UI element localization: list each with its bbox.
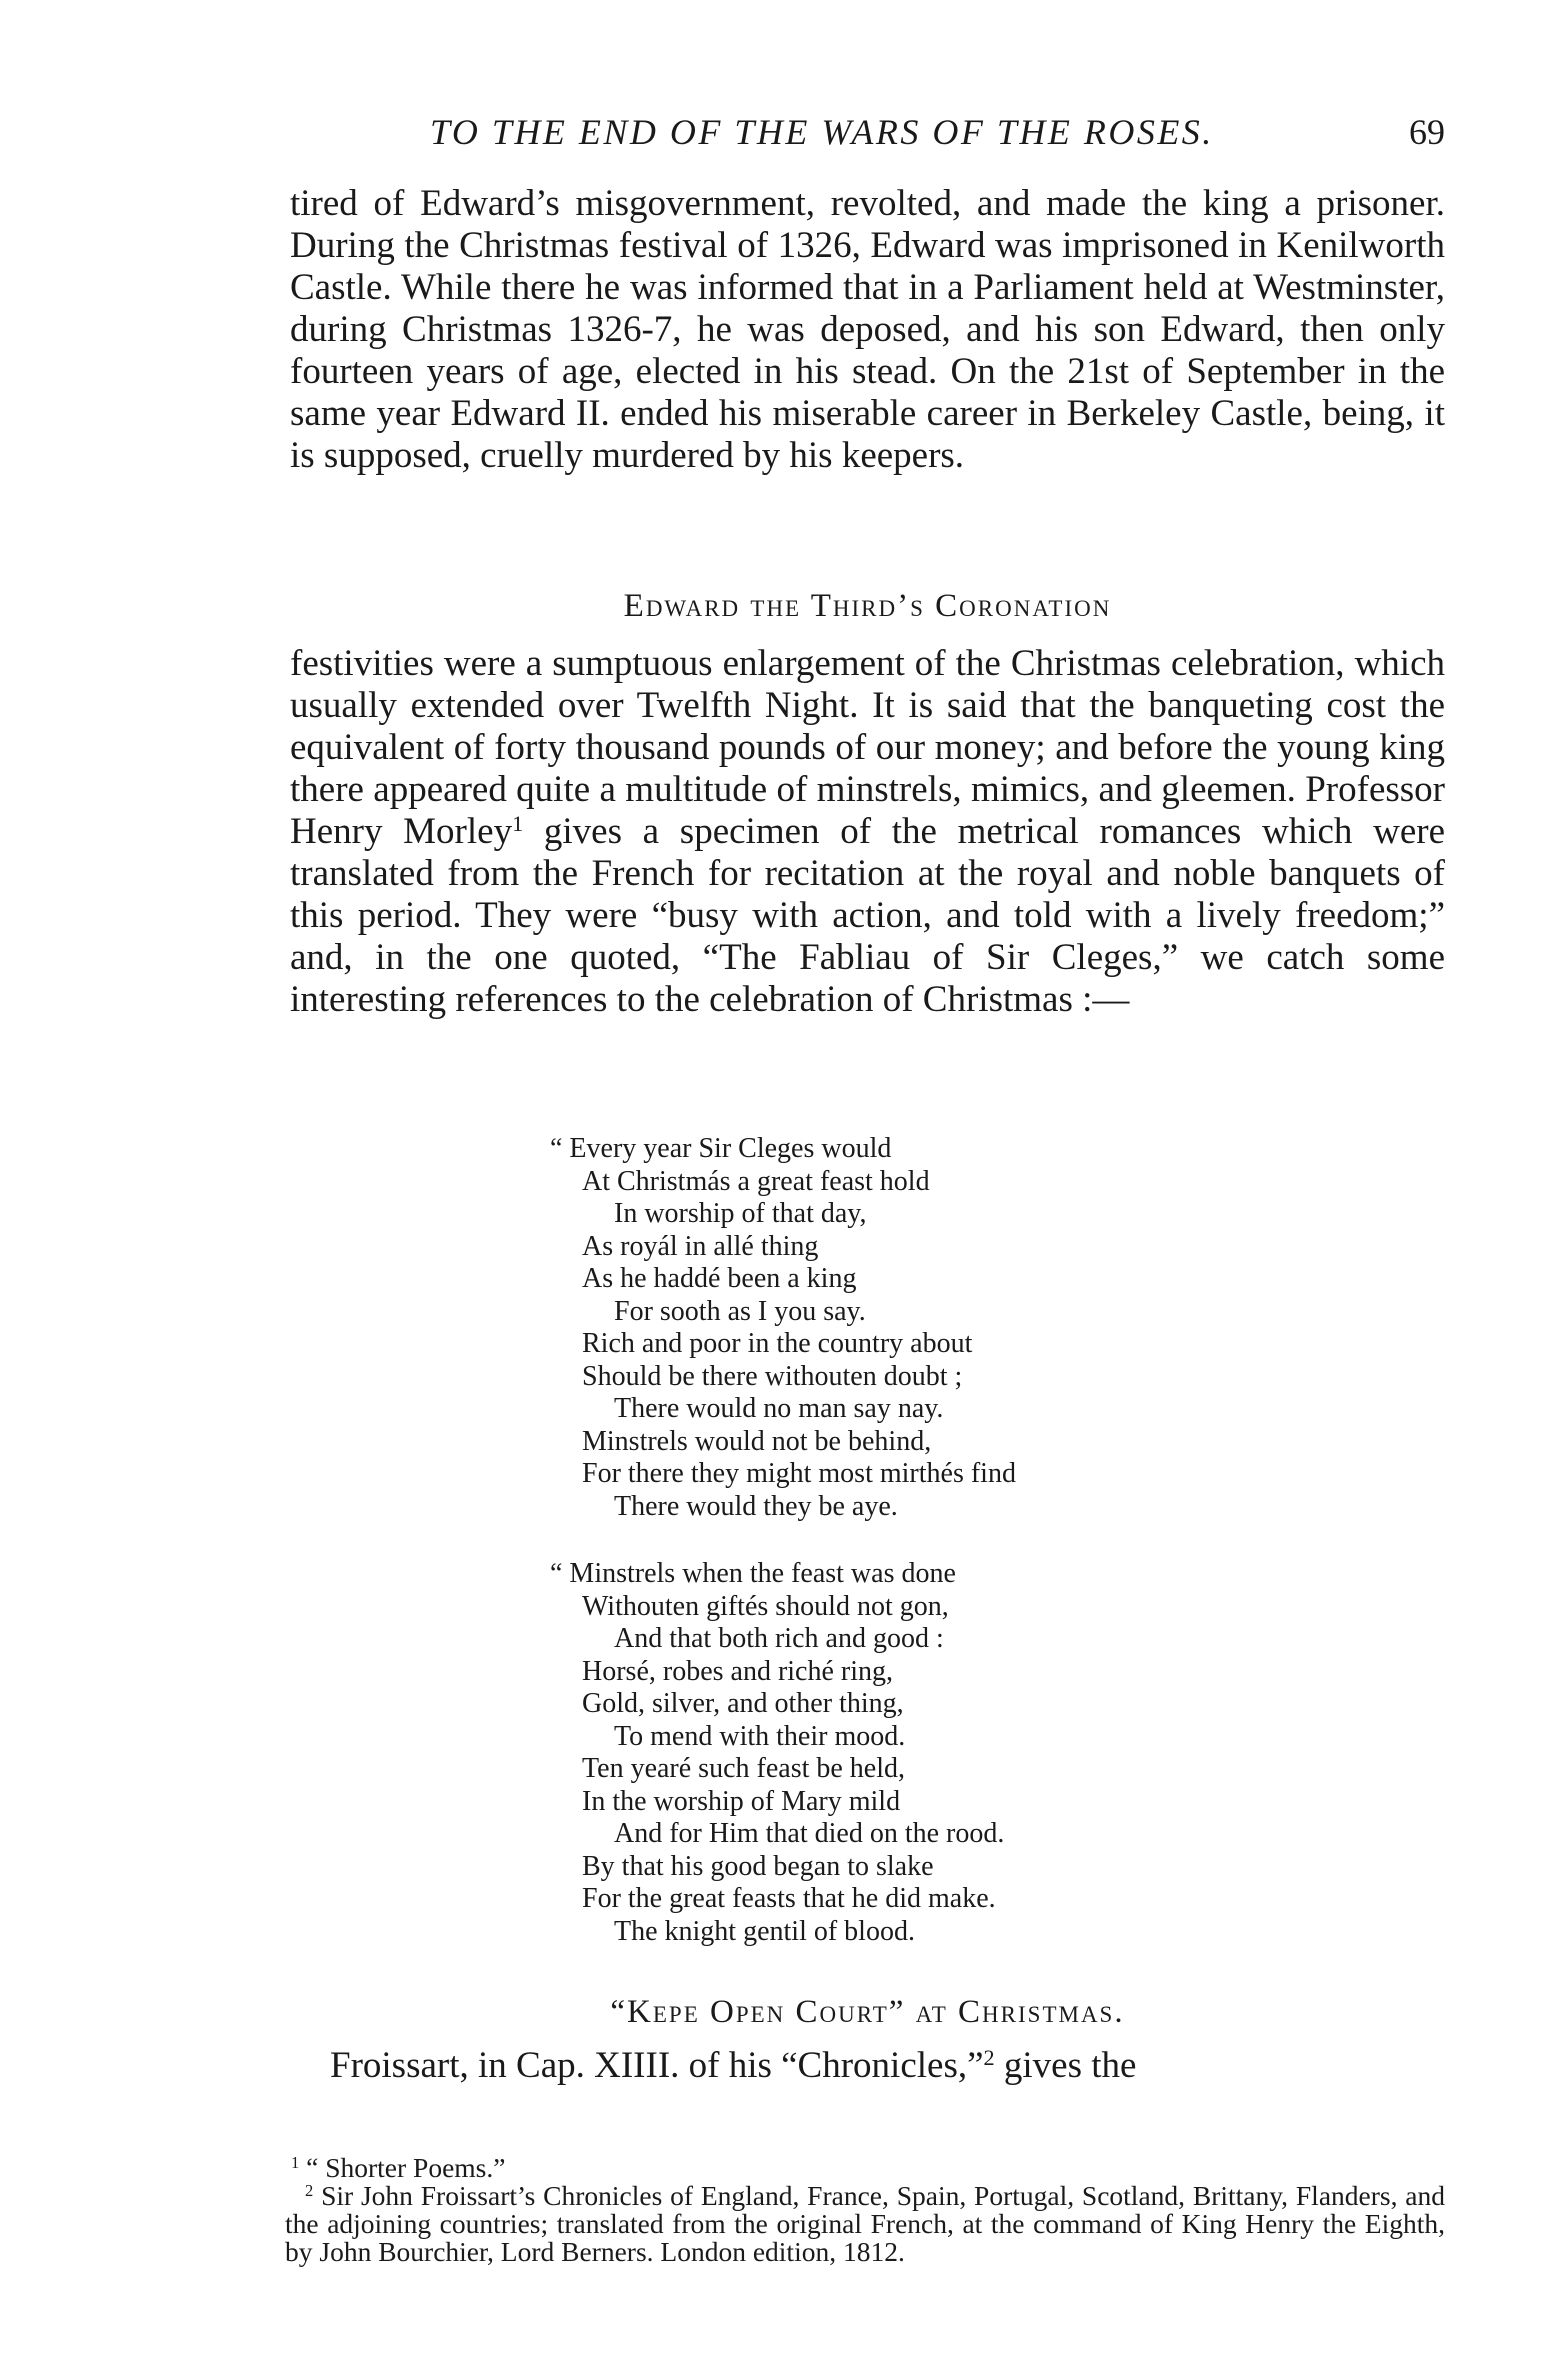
poem-line: As he haddé been a king [582,1263,857,1294]
poem-line: For the great feasts that he did make. [582,1883,996,1914]
poem-line: Rich and poor in the country about [582,1328,973,1359]
paragraph-text: gives the [994,2045,1137,2086]
poem-line: There would no man say nay. [614,1393,944,1424]
footnote-mark-1: 1 [291,2152,300,2172]
poem-line: Gold, silver, and other thing, [582,1688,904,1719]
poem-line: At Christmás a great feast hold [582,1165,930,1197]
poem-line: “ Minstrels when the feast was done [550,1558,956,1589]
poem-line: For there they might most mirthés find [582,1458,1016,1489]
paragraph-text: Froissart, in Cap. XIIII. of his “Chronicles,” [330,2045,984,2086]
poem-line: Minstrels would not be behind, [582,1425,932,1457]
poem-line: In worship of that day, [614,1198,867,1229]
paragraph-edward-deposed: tired of Edward’s misgovernment, revolted, and made the king a prisoner. During the Christmas festival of 1326, Edward was imprisoned in Kenilworth Castle. While there he was informed that in a Parliament held at Westminster, during Christmas 1326-7, he was deposed, and his son Edward, then only fourteen years of age, elected in his stead. On the 21st of September in the same year Edward II. ended his miserable career in Berkeley Castle, being, it is supposed, cruelly murdered by his keepers. [290,183,1445,476]
running-head-title: TO THE END OF THE WARS OF THE ROSES. [430,112,1214,152]
poem-line: The knight gentil of blood. [614,1915,915,1947]
paragraph-coronation-festivities [290,643,1445,1021]
footnote-ref-1[interactable]: 1 [512,810,524,836]
poem-line: In the worship of Mary mild [582,1785,901,1817]
poem-stanza-2 [550,1558,1004,1948]
poem-line: “ Every year Sir Cleges would [550,1133,892,1164]
paragraph-text: festivities were a sumptuous enlargement of the Christmas celebration, which usually extended over Twelfth Night. It is said that the banqueting cost the equivalent of forty thousand pounds of our money; and before the young king there appeared quite a multitude of minstrels, mimics, and gleemen. Professor Henry Morley [290,643,1445,852]
poem-line: There would they be aye. [614,1490,898,1522]
poem-line: Horsé, robes and riché ring, [582,1655,894,1687]
poem-line: And for Him that died on the rood. [614,1818,1005,1849]
poem-line: To mend with their mood. [614,1720,906,1752]
footnote-2 [285,2182,1445,2266]
poem-line: For sooth as I you say. [614,1295,866,1327]
footnotes [285,2154,1445,2266]
poem-line: Ten yearé such feast be held, [582,1753,905,1784]
poem-stanza-1 [550,1133,1016,1523]
paragraph-froissart [290,2045,1445,2087]
poem-line: As royál in allé thing [582,1230,819,1262]
footnote-text: Sir John Froissart’s Chronicles of England, France, Spain, Portugal, Scotland, Brittany, Flanders, and the adjoining countries; translated from the original French, at the command of King Henry the Eighth, by John Bourchier, Lord Berners. London edition, 1812. [285,2180,1445,2267]
footnote-mark-2: 2 [305,2180,314,2200]
heading-kepe-open-court: “Kepe Open Court” at Christmas. [610,1994,1125,2030]
poem-line: Should be there withouten doubt ; [582,1360,963,1392]
poem-line: Withouten giftés should not gon, [582,1590,949,1622]
footnote-1 [285,2154,1445,2182]
paragraph-text: gives a specimen of the metrical romances which were translated from the French for recitation at the royal and noble banquets of this period. They were “busy with action, and told with a lively freedom;” and, in the one quoted, “The Fabliau of Sir Cleges,” we catch some interesting references to the celebration of Christmas :— [290,811,1446,1020]
heading-coronation: Edward the Third’s Coronation [623,588,1112,624]
footnote-ref-2[interactable]: 2 [983,2044,995,2070]
footnote-text: “ Shorter Poems.” [299,2152,506,2183]
poem-line: And that both rich and good : [614,1623,944,1654]
poem-line: By that his good began to slake [582,1850,934,1882]
page-number: 69 [1409,112,1445,152]
